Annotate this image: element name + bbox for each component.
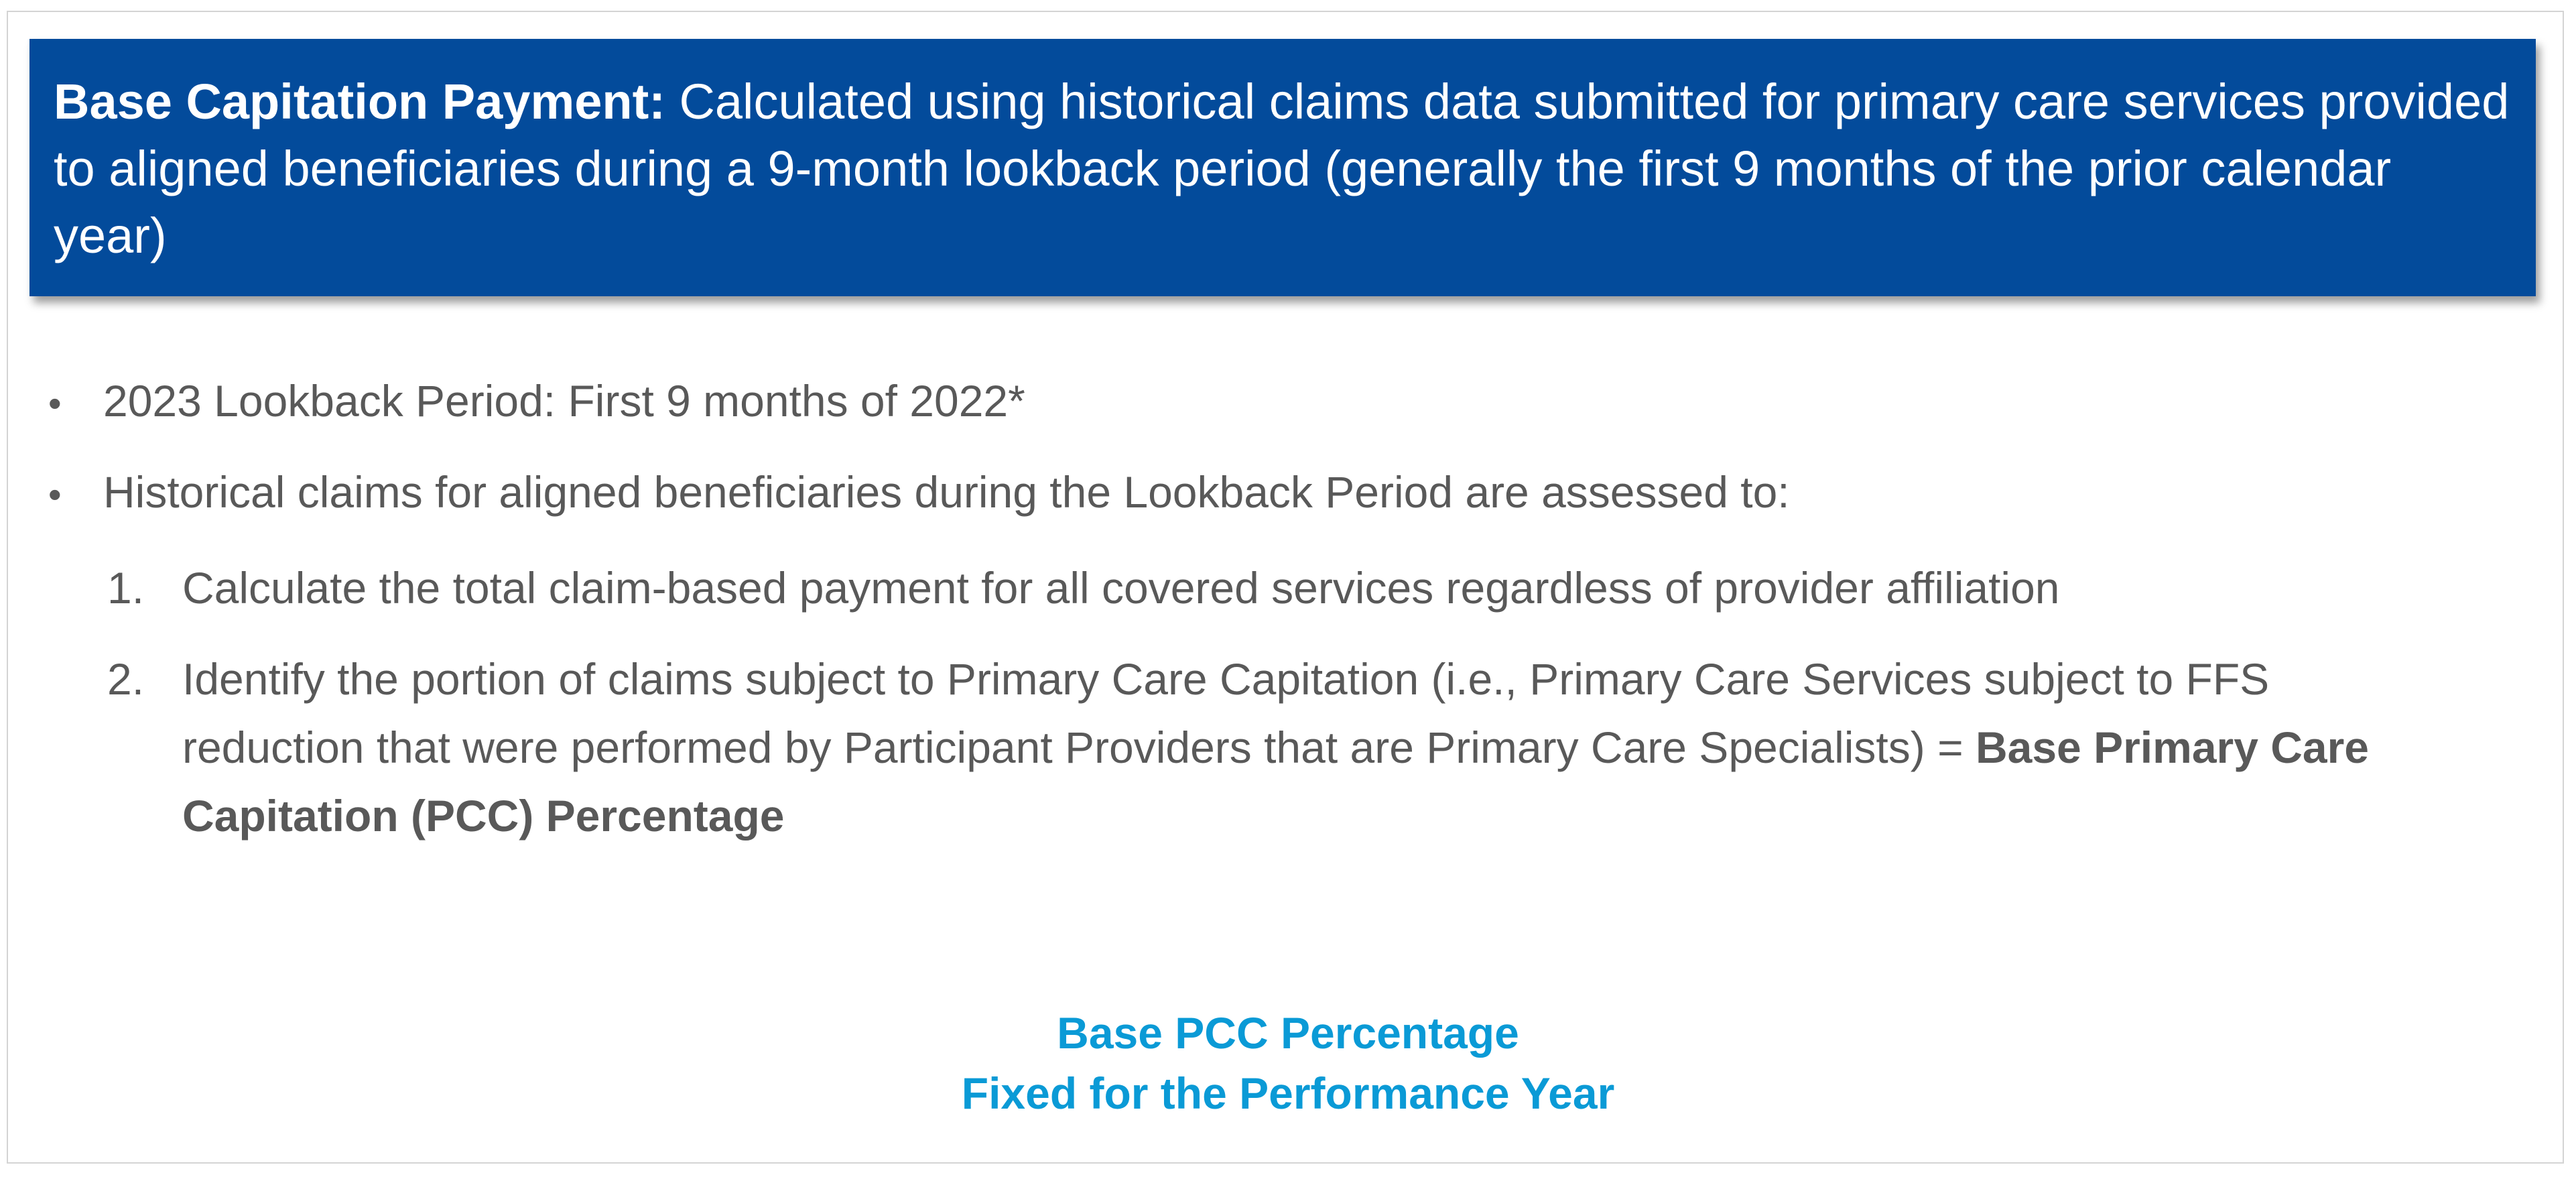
bullet-text: Historical claims for aligned beneficiaries during the Lookback Period are assessed to: — [103, 467, 1790, 517]
item-emphasis: Base Primary Care Capitation (PCC) Percentage — [182, 723, 2370, 841]
numbered-item — [107, 554, 2060, 622]
bullet-text: 2023 Lookback Period: First 9 months of 2022* — [103, 376, 1025, 426]
banner-text: Calculated using historical claims data submitted for primary care services provided to aligned beneficiaries during a 9-month lookback period (generally the first 9 months of the prior calendar year) — [54, 74, 2510, 263]
item-text: Calculate the total claim-based payment for all covered services regardless of provider affiliation — [182, 563, 2060, 613]
bullet-item — [48, 375, 1025, 426]
item-text: Identify the portion of claims subject to Primary Care Capitation (i.e., Primary Care Services subject to FFS reduction that were performed by Participant Providers that are Primary Care Specialists) = — [182, 654, 2270, 772]
bullet-item — [48, 467, 1790, 517]
footer-line-2: Fixed for the Performance Year — [961, 1068, 1615, 1118]
footer-line-1: Base PCC Percentage — [1057, 1008, 1519, 1058]
bullet-icon: • — [48, 473, 62, 515]
bullet-icon: • — [48, 382, 62, 424]
item-text-container — [182, 645, 2394, 850]
banner-title: Base Capitation Payment: — [54, 74, 665, 129]
numbered-item — [107, 645, 2394, 850]
item-number: 1. — [107, 563, 145, 613]
item-number: 2. — [107, 654, 145, 704]
